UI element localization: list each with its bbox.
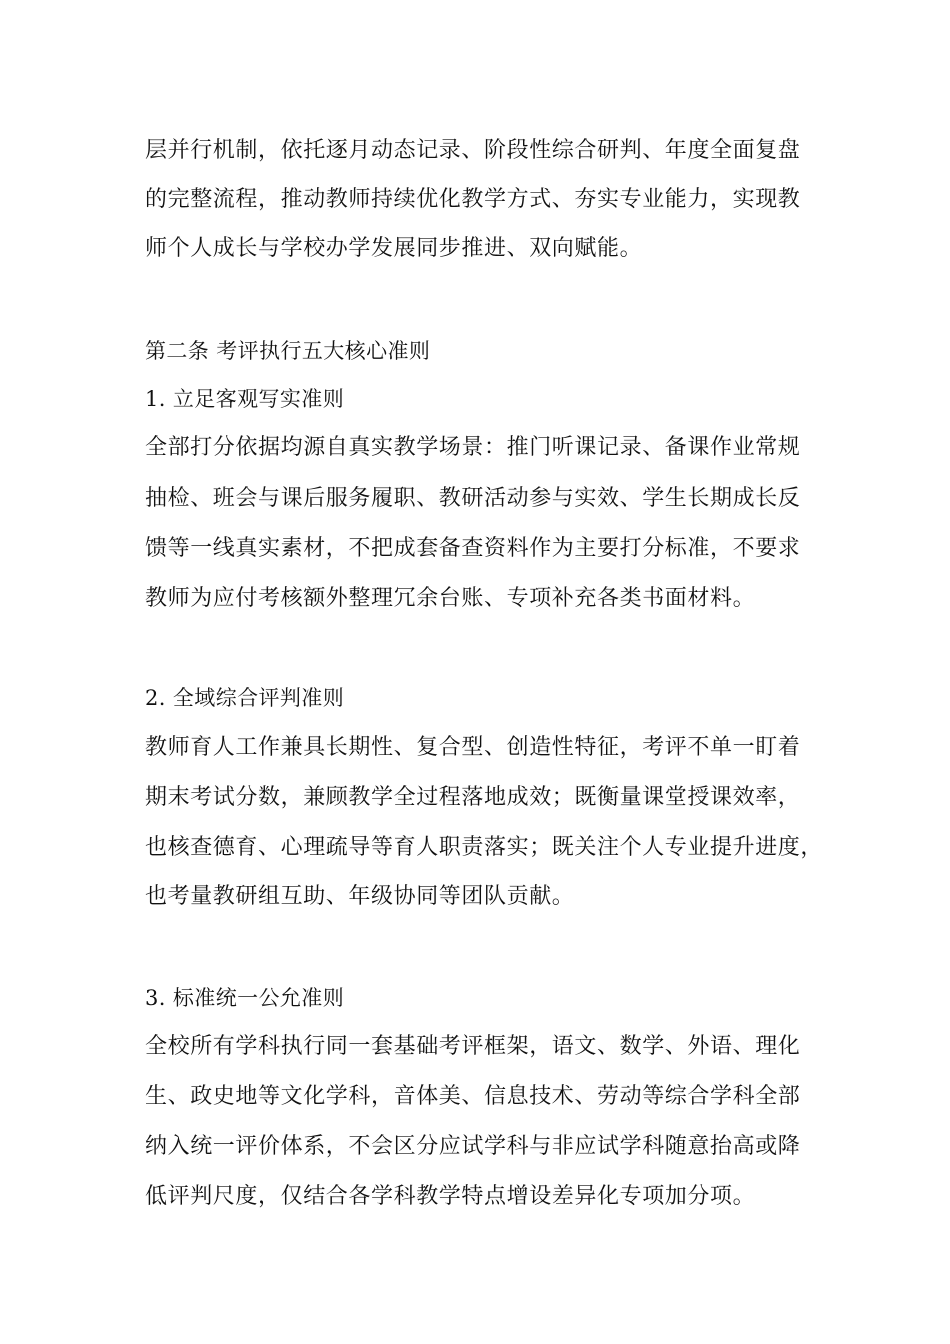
section-heading: 2. 全域综合评判准则	[145, 686, 345, 710]
paragraph-line: 师个人成长与学校办学发展同步推进、双向赋能。	[145, 236, 643, 261]
section-heading: 3. 标准统一公允准则	[145, 986, 345, 1010]
paragraph-line: 的完整流程，推动教师持续优化教学方式、夯实专业能力，实现教	[145, 187, 801, 212]
paragraph-line: 抽检、班会与课后服务履职、教研活动参与实效、学生长期成长反	[145, 486, 801, 511]
article-title: 第二条 考评执行五大核心准则	[145, 339, 431, 363]
paragraph-line: 教师为应付考核额外整理冗余台账、专项补充各类书面材料。	[145, 586, 756, 611]
section-heading: 1. 立足客观写实准则	[145, 387, 345, 411]
paragraph-line: 也考量教研组互助、年级协同等团队贡献。	[145, 884, 575, 909]
paragraph-line: 也核查德育、心理疏导等育人职责落实；既关注个人专业提升进度，	[145, 835, 824, 860]
paragraph-line: 馈等一线真实素材，不把成套备查资料作为主要打分标准，不要求	[145, 536, 801, 561]
paragraph-line: 低评判尺度，仅结合各学科教学特点增设差异化专项加分项。	[145, 1184, 756, 1209]
paragraph-line: 生、政史地等文化学科，音体美、信息技术、劳动等综合学科全部	[145, 1084, 801, 1109]
paragraph-line: 全部打分依据均源自真实教学场景：推门听课记录、备课作业常规	[145, 435, 801, 460]
paragraph-line: 全校所有学科执行同一套基础考评框架，语文、数学、外语、理化	[145, 1034, 801, 1059]
paragraph-line: 层并行机制，依托逐月动态记录、阶段性综合研判、年度全面复盘	[145, 138, 801, 163]
paragraph-line: 教师育人工作兼具长期性、复合型、创造性特征，考评不单一盯着	[145, 735, 801, 760]
paragraph-line: 期末考试分数，兼顾教学全过程落地成效；既衡量课堂授课效率，	[145, 785, 801, 810]
paragraph-line: 纳入统一评价体系，不会区分应试学科与非应试学科随意抬高或降	[145, 1134, 801, 1159]
